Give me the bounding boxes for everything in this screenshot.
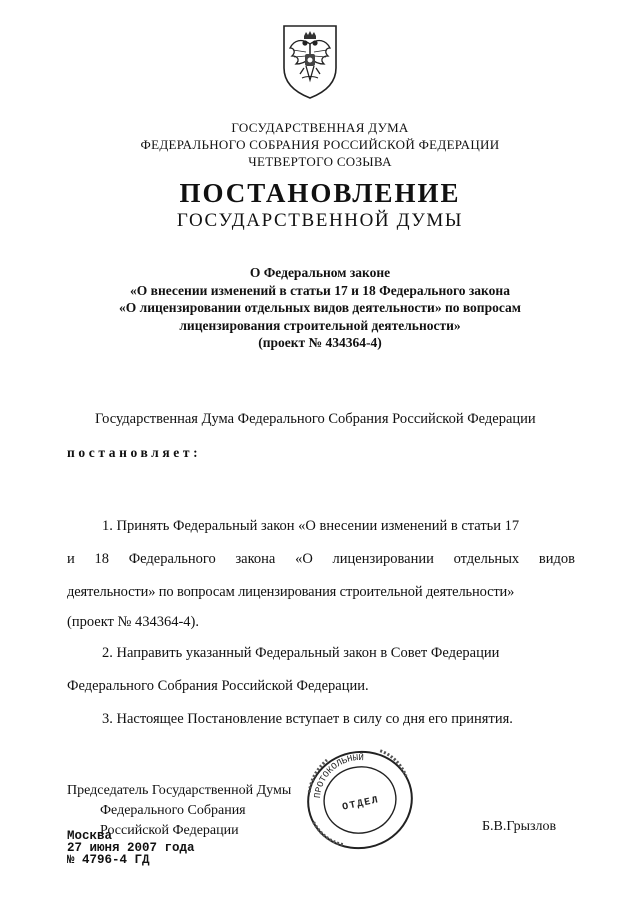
document-title: ПОСТАНОВЛЕНИЕ <box>179 178 461 208</box>
document-subject <box>0 264 640 352</box>
subject-line-4: лицензирования строительной деятельности» <box>179 317 461 333</box>
document-meta <box>67 830 195 866</box>
signatory-role-line-2: Федерального Собрания <box>100 803 246 818</box>
item-2-line-1: 2. Направить указанный Федеральный закон в Совет Федерации <box>102 645 500 661</box>
signatory-role-line-3: Российской Федерации <box>100 823 239 838</box>
header-line-3: ЧЕТВЕРТОГО СОЗЫВА <box>248 154 392 169</box>
decree-intro: Государственная Дума Федерального Собрания Российской Федерации <box>95 411 536 427</box>
subject-line-5: (проект № 434364-4) <box>258 335 382 350</box>
item-3: 3. Настоящее Постановление вступает в силу со дня его принятия. <box>102 711 513 727</box>
signatory-role-line-1: Председатель Государственной Думы <box>67 783 292 798</box>
subject-line-2: «О внесении изменений в статьи 17 и 18 Федерального закона <box>130 282 510 298</box>
state-emblem-icon <box>278 22 342 102</box>
seal-stamp-icon <box>290 742 430 852</box>
item-1-line-3: деятельности» по вопросам лицензирования строительной деятельности» <box>67 584 515 600</box>
meta-number: № 4796-4 ГД <box>67 853 150 867</box>
header-line-1: ГОСУДАРСТВЕННАЯ ДУМА <box>231 120 409 135</box>
meta-city: Москва <box>67 829 113 843</box>
decree-verb: постановляет: <box>67 445 202 460</box>
subject-line-1: О Федеральном законе <box>249 265 391 280</box>
item-1-line-4: (проект № 434364-4). <box>67 614 200 630</box>
item-2-line-2: Федерального Собрания Российской Федерации. <box>67 678 369 694</box>
subject-line-3: «О лицензировании отдельных видов деятельности» по вопросам <box>119 300 521 315</box>
item-1-line-1: 1. Принять Федеральный закон «О внесении изменений в статьи 17 <box>102 518 520 534</box>
item-1-line-2: и 18 Федерального закона «О лицензировании отдельных видов <box>67 551 575 567</box>
header-line-2: ФЕДЕРАЛЬНОГО СОБРАНИЯ РОССИЙСКОЙ ФЕДЕРАЦИИ <box>140 137 500 152</box>
signatory-name: Б.В.Грызлов <box>482 819 557 834</box>
document-subtitle: ГОСУДАРСТВЕННОЙ ДУМЫ <box>176 210 464 231</box>
stamp-center-text: ОТДЕЛ <box>341 795 381 814</box>
issuer-header <box>0 119 640 170</box>
stamp-ring-text: ПРОТОКОЛЬНЫЙ <box>312 752 364 799</box>
meta-date: 27 июня 2007 года <box>67 841 195 855</box>
